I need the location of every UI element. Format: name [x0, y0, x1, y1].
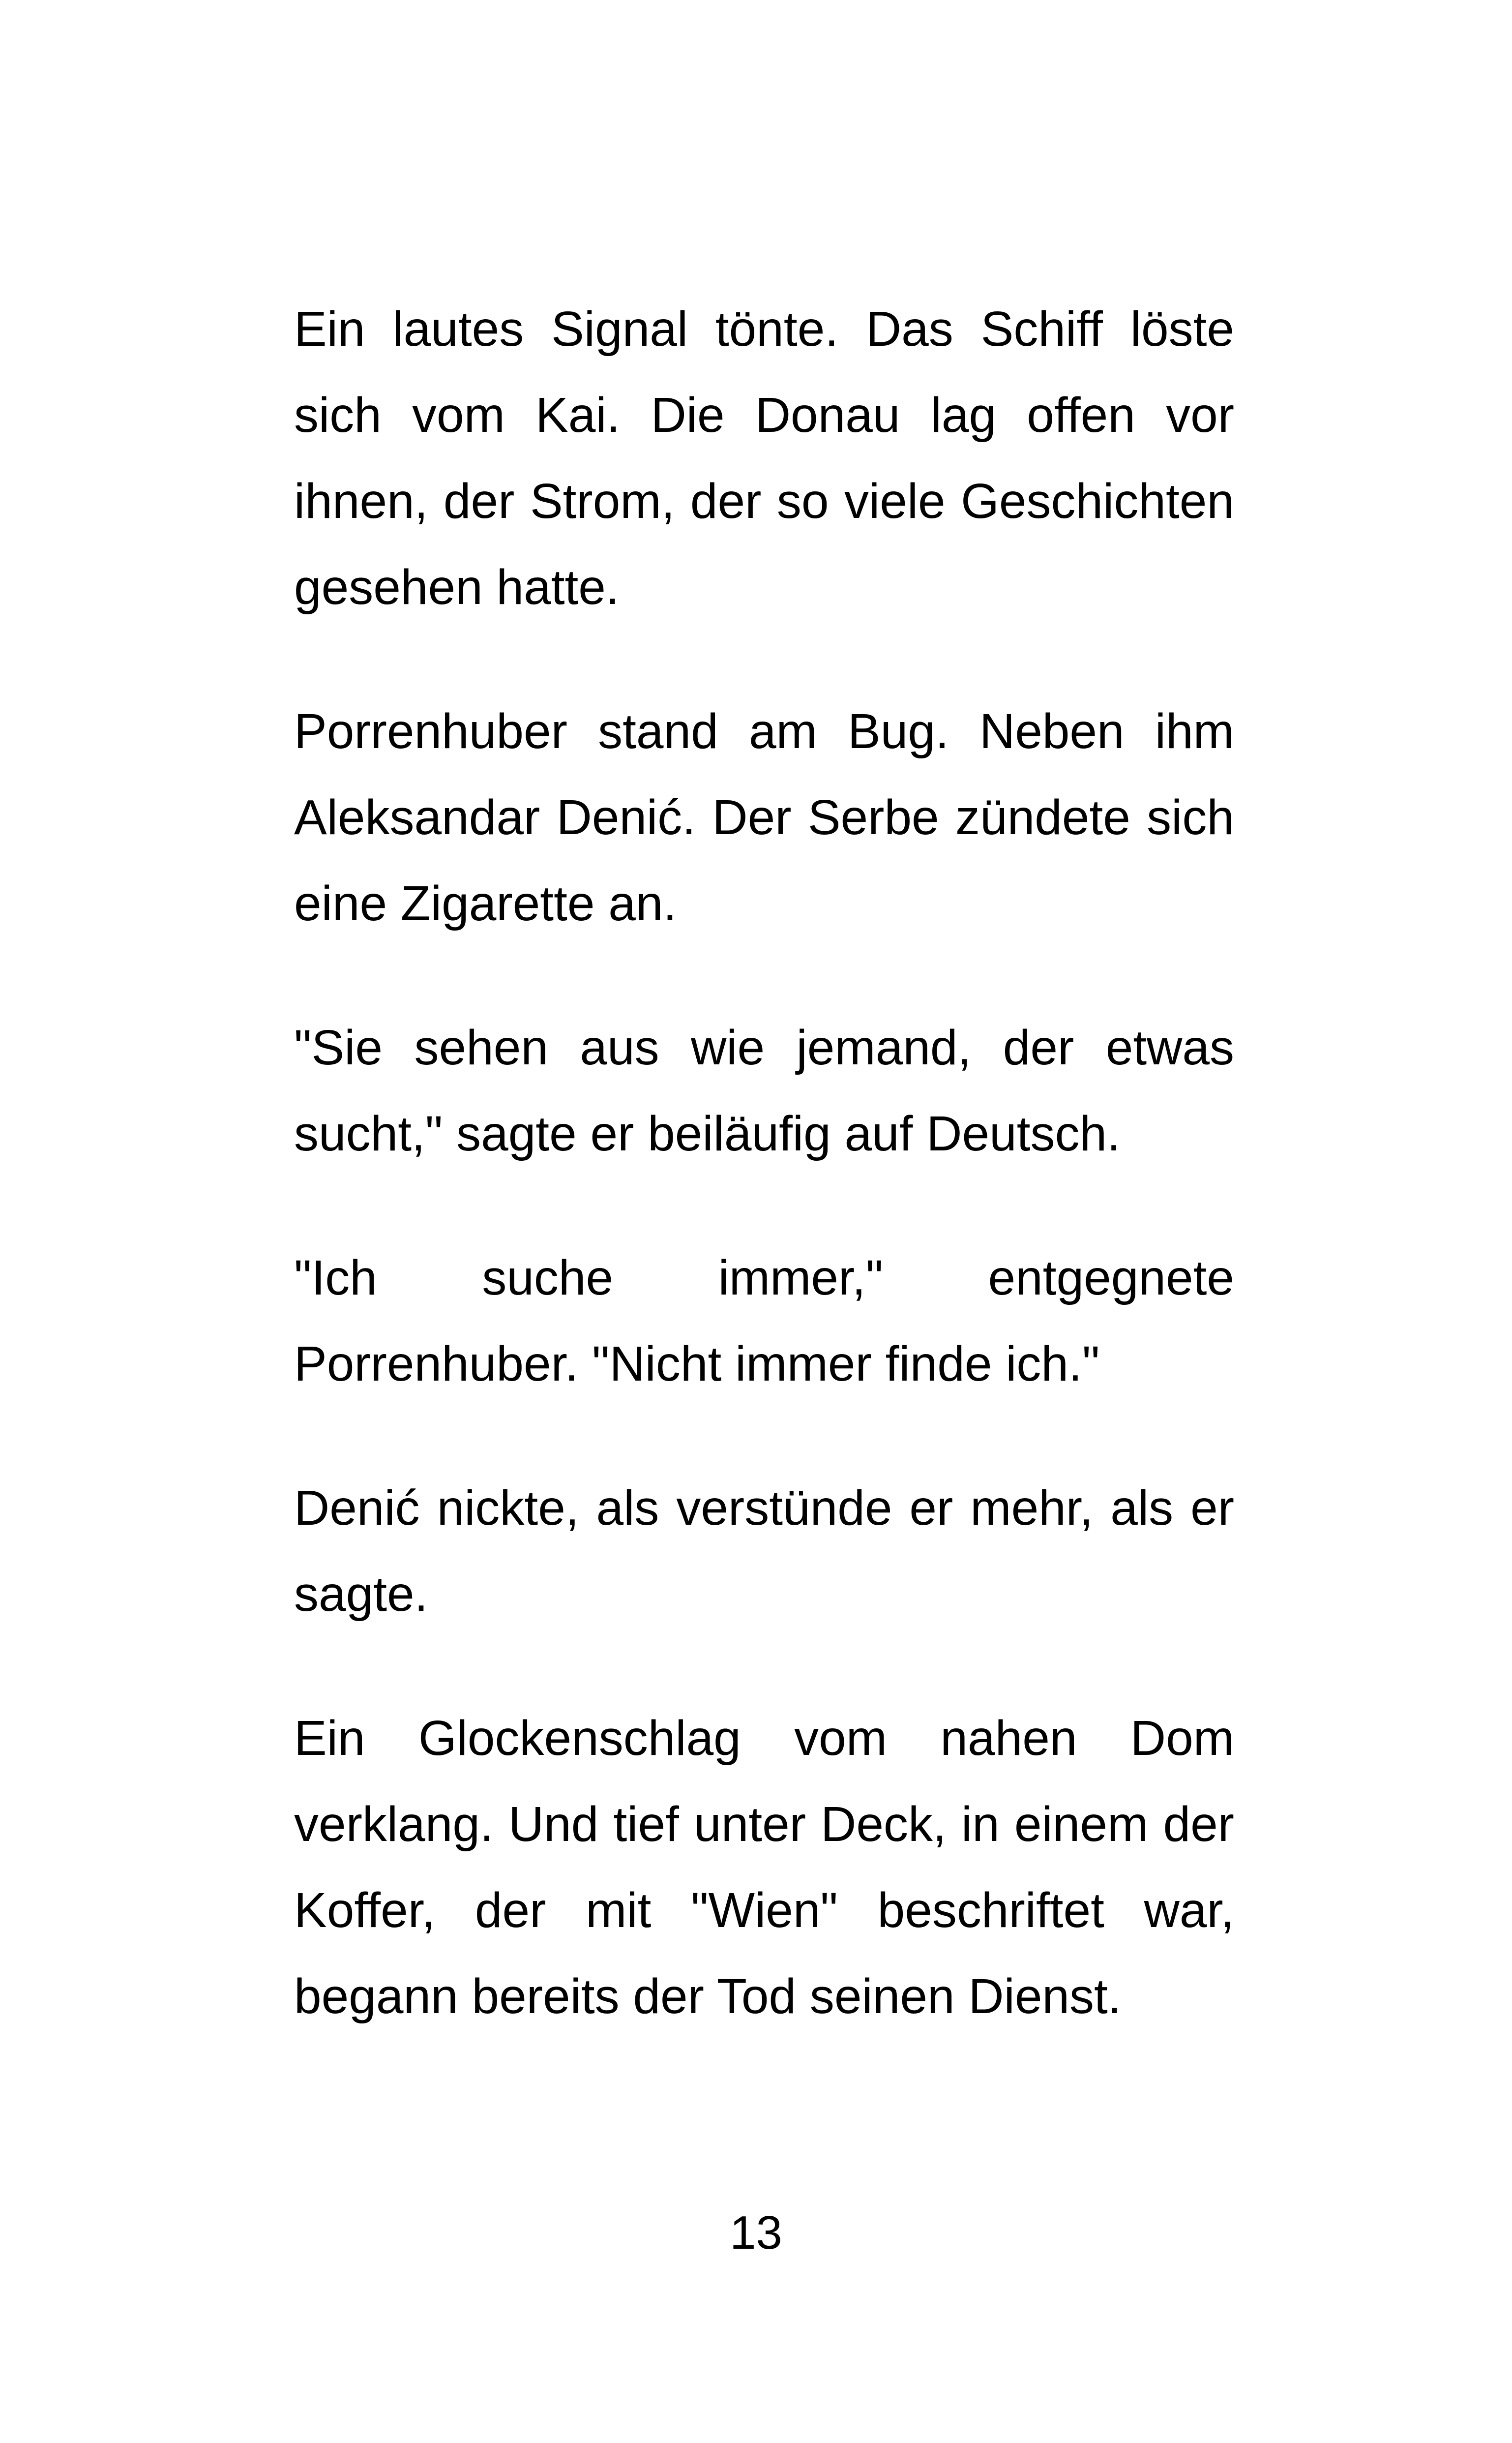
page-body-text [294, 286, 1234, 2098]
paragraph-5: Denić nickte, als verstünde er mehr, als er sagte. [294, 1480, 1234, 1622]
paragraph-4: "Ich suche immer," entgegnete Porrenhuber. "Nicht immer finde ich." [294, 1250, 1234, 1391]
page-number: 13 [730, 2206, 782, 2259]
paragraph-6: Ein Glockenschlag vom nahen Dom verklang. Und tief unter Deck, in einem der Koffer, der mit "Wien" beschriftet war, begann bereits der Tod seinen Dienst. [294, 1711, 1234, 2024]
paragraph-2: Porrenhuber stand am Bug. Neben ihm Aleksandar Denić. Der Serbe zündete sich eine Zigarette an. [294, 704, 1234, 931]
paragraph-3: "Sie sehen aus wie jemand, der etwas sucht," sagte er beiläufig auf Deutsch. [294, 1020, 1234, 1161]
paragraph-1: Ein lautes Signal tönte. Das Schiff löste sich vom Kai. Die Donau lag offen vor ihnen, der Strom, der so viele Geschichten gesehen hatte. [294, 302, 1234, 615]
